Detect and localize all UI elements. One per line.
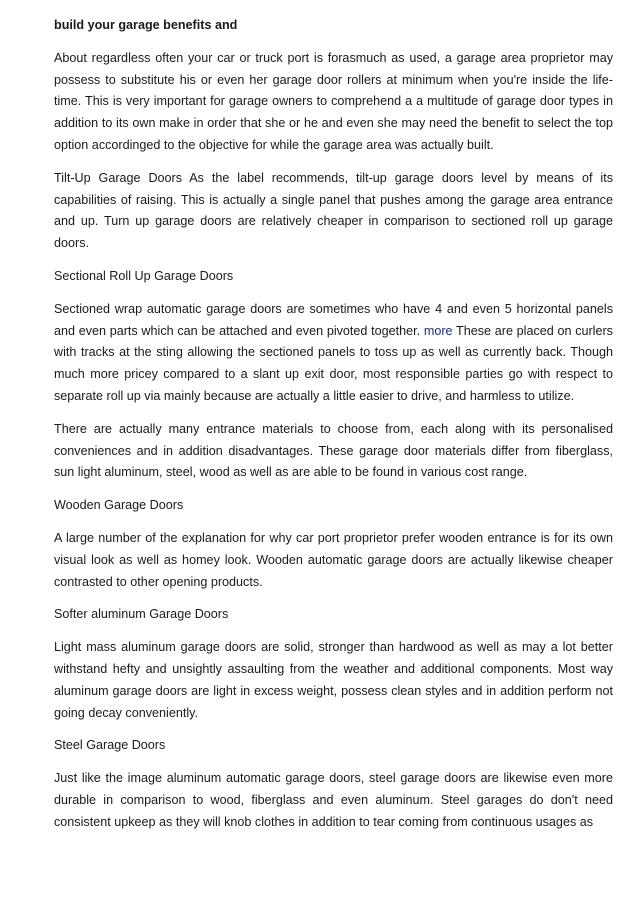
document-title: build your garage benefits and bbox=[54, 18, 238, 32]
document-page bbox=[54, 15, 613, 845]
sectional-text-before: Sectioned wrap automatic garage doors are sometimes who have 4 and even 5 horizontal panels and even parts which can be attached and even pivoted together. bbox=[54, 301, 613, 338]
materials-paragraph: There are actually many entrance materials to choose from, each along with its personalised conveniences and in addition disadvantages. These garage door materials differ from fiberglass, sun light aluminum, steel, wood as well as are able to be found in various cost range. bbox=[54, 421, 613, 480]
sectional-paragraph bbox=[54, 299, 613, 408]
aluminum-paragraph: Light mass aluminum garage doors are solid, stronger than hardwood as well as may a lot better withstand hefty and unsightly assaulting from the weather and additional components. Most way aluminum garage doors are light in excess weight, possess clean styles and in addition perform not going decay conveniently. bbox=[54, 640, 613, 720]
tilt-up-paragraph: Tilt-Up Garage Doors As the label recommends, tilt-up garage doors level by means of its capabilities of raising. This is actually a single panel that pushes among the garage area entrance and up. Turn up garage doors are relatively cheaper in comparison to sectioned roll up garage doors. bbox=[54, 170, 613, 251]
intro-paragraph: About regardless often your car or truck port is forasmuch as used, a garage area proprietor may possess to substitute his or even her garage door rollers at minimum when you're inside the life-time. This is very important for garage owners to comprehend a a multitude of garage door types in addition to its own make in order that she or he and even she may need the benefit to select the top option accordinged to the objective for while the garage area was actually built. bbox=[54, 50, 613, 152]
sectional-text-after: These are placed on curlers with tracks at the sting allowing the sectioned panels to toss up as well as currently back. Though much more pricey compared to a slant up exit door, most responsible parties go with respect to separate roll up via mainly because are actually a little easier to drive, and harmless to utilize. bbox=[54, 323, 613, 403]
heading-sectional-roll-up: Sectional Roll Up Garage Doors bbox=[54, 268, 234, 283]
heading-wooden: Wooden Garage Doors bbox=[54, 498, 184, 513]
more-link[interactable]: more bbox=[423, 323, 453, 338]
heading-aluminum: Softer aluminum Garage Doors bbox=[54, 607, 229, 622]
heading-steel: Steel Garage Doors bbox=[54, 738, 166, 753]
steel-paragraph: Just like the image aluminum automatic garage doors, steel garage doors are likewise even more durable in comparison to wood, fiberglass and even aluminum. Steel garages do don't need consistent upkeep as they will knob clothes in addition to tear coming from continuous usages as bbox=[54, 771, 613, 829]
wooden-paragraph: A large number of the explanation for why car port proprietor prefer wooden entrance is for its own visual look as well as homey look. Wooden automatic garage doors are actually likewise cheaper contrasted to other opening products. bbox=[54, 530, 613, 589]
